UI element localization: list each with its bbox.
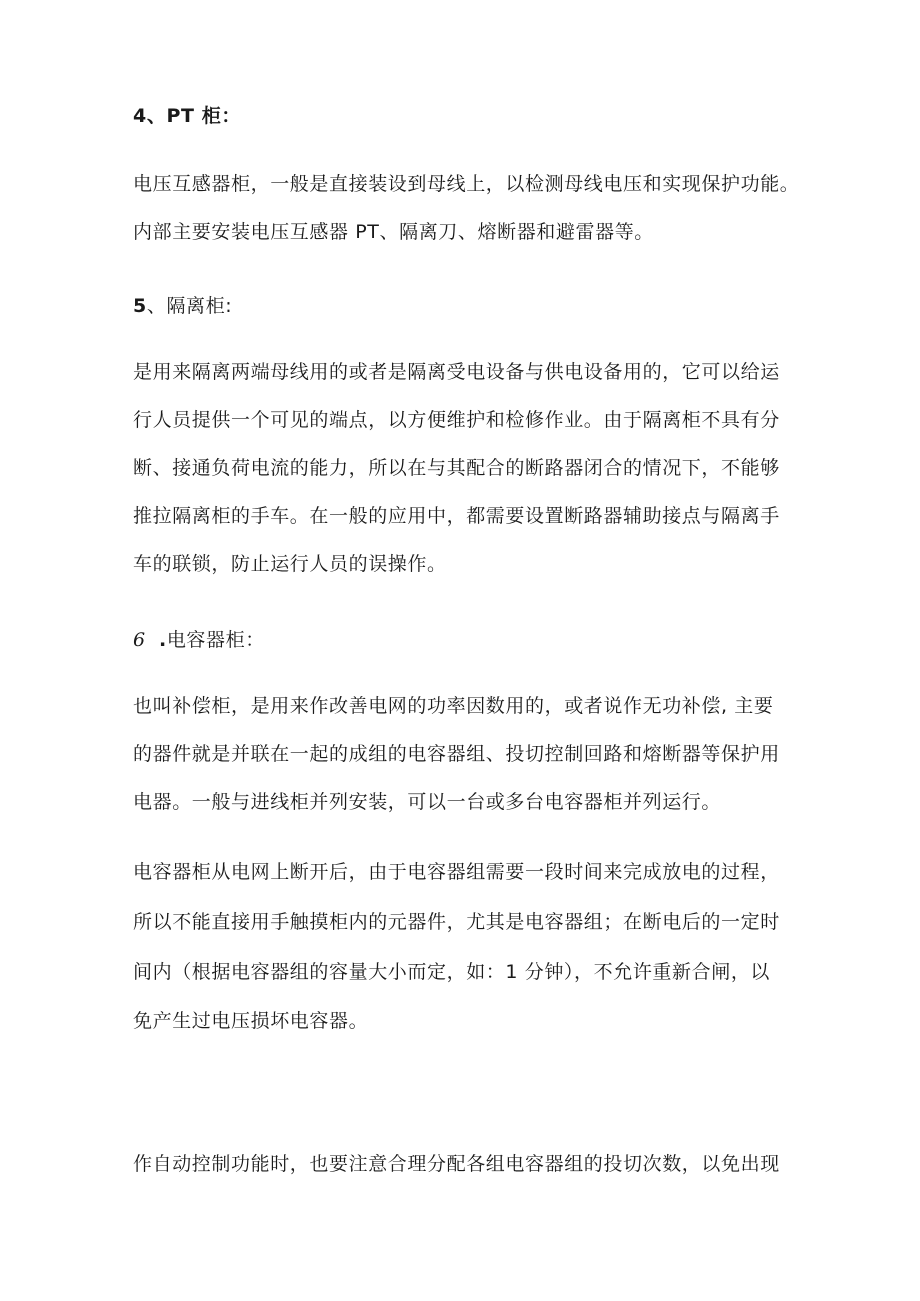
heading-title: PT 柜： [166,105,241,127]
heading-number: 6 [133,629,146,651]
paragraph-line: 电压互感器柜，一般是直接装设到母线上，以检测母线电压和实现保护功能。 [133,173,800,195]
paragraph-line: 也叫补偿柜，是用来作改善电网的功率因数用的，或者说作无功补偿, 主要 [133,695,774,717]
heading-number: 5 [133,295,147,317]
section-heading-5 [133,292,232,320]
paragraph-line: 间内（根据电容器组的容量大小而定，如：1 分钟），不允许重新合闸，以 [133,961,771,983]
heading-title: 电容器柜： [166,629,265,651]
heading-separator: 、 [146,105,167,127]
paragraph-line: 作自动控制功能时，也要注意合理分配各组电容器组的投切次数，以免出现 [133,1153,780,1175]
paragraph-line: 推拉隔离柜的手车。在一般的应用中，都需要设置断路器辅助接点与隔离手 [133,505,780,527]
paragraph-line: 车的联锁，防止运行人员的误操作。 [133,553,447,575]
heading-number: 4 [133,105,147,127]
paragraph-line: 是用来隔离两端母线用的或者是隔离受电设备与供电设备用的，它可以给运 [133,361,780,383]
heading-separator: 、 [146,295,167,317]
section-heading-4 [133,102,241,130]
paragraph-line: 电器。一般与进线柜并列安装，可以一台或多台电容器柜并列运行。 [133,791,722,813]
paragraph-line: 免产生过电压损坏电容器。 [133,1010,369,1032]
paragraph-line: 电容器柜从电网上断开后，由于电容器组需要一段时间来完成放电的过程， [133,861,780,883]
heading-title: 隔离柜: [166,295,233,317]
heading-separator: . [158,629,167,651]
paragraph-line: 的器件就是并联在一起的成组的电容器组、投切控制回路和熔断器等保护用 [133,743,780,765]
section-heading-6 [133,626,265,654]
paragraph-line: 断、接通负荷电流的能力，所以在与其配合的断路器闭合的情况下，不能够 [133,457,780,479]
paragraph-line: 内部主要安装电压互感器 PT、隔离刀、熔断器和避雷器等。 [133,221,654,243]
paragraph-line: 行人员提供一个可见的端点，以方便维护和检修作业。由于隔离柜不具有分 [133,409,780,431]
paragraph-line: 所以不能直接用手触摸柜内的元器件，尤其是电容器组；在断电后的一定时 [133,911,780,933]
